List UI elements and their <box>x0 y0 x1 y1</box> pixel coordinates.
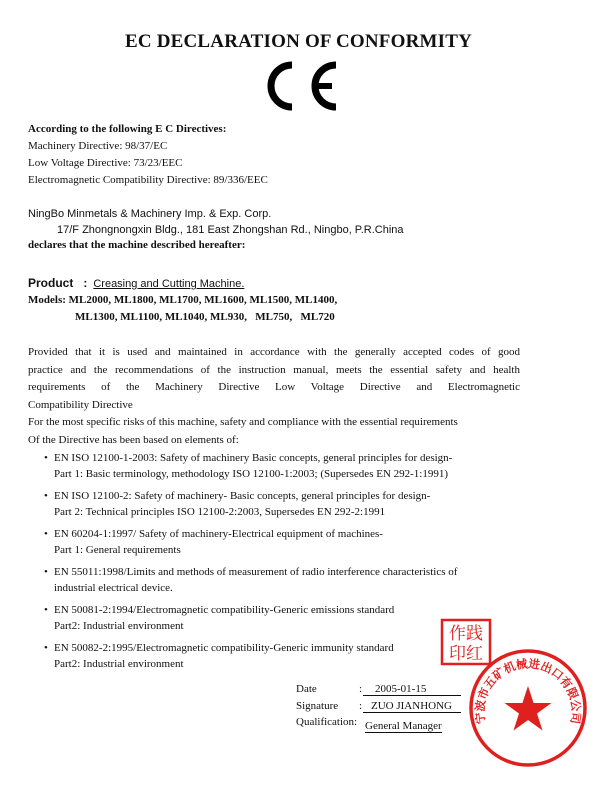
standard-title: EN 50082-2:1995/Electromagnetic compatibility-Generic immunity standard <box>54 642 394 654</box>
product-label: Product <box>28 276 74 290</box>
star-icon <box>505 686 552 731</box>
company-address: 17/F Zhongnongxin Bldg., 181 East Zhongshan Rd., Ningbo, P.R.China <box>57 224 404 236</box>
paragraph-line: Of the Directive has been based on elements of: <box>28 433 239 446</box>
declares-line: declares that the machine described hereafter: <box>28 239 246 251</box>
list-item <box>44 488 524 520</box>
standard-detail: Part2: Industrial environment <box>54 658 184 670</box>
conformity-paragraph <box>28 344 520 449</box>
standard-detail: Part2: Industrial environment <box>54 620 184 632</box>
date-colon: : <box>359 683 363 695</box>
standard-title: EN ISO 12100-2: Safety of machinery- Basic concepts, general principles for design- <box>54 490 431 502</box>
qualification-value: General Manager <box>365 720 442 732</box>
directive-low-voltage: Low Voltage Directive: 73/23/EEC <box>28 157 183 169</box>
date-label: Date <box>296 683 317 695</box>
directive-machinery: Machinery Directive: 98/37/EC <box>28 140 168 152</box>
models-label: Models: <box>28 294 66 306</box>
name-seal-line-1: 作践 <box>449 624 483 644</box>
product-line <box>28 274 244 292</box>
list-item <box>44 526 524 558</box>
signature-label: Signature <box>296 700 339 712</box>
directive-emc: Electromagnetic Compatibility Directive: 89/336/EEC <box>28 174 268 186</box>
list-item <box>44 564 524 596</box>
paragraph-line: Provided that it is used and maintained in accordance with the generally accepted codes of good <box>28 346 520 358</box>
product-colon: : <box>83 276 88 290</box>
standard-detail: industrial electrical device. <box>54 582 173 594</box>
name-seal-line-2: 印红 <box>449 644 483 664</box>
bullet-icon: • <box>44 642 48 654</box>
paragraph-line: For the most specific risks of this machine, safety and compliance with the essential requirements <box>28 416 458 428</box>
page-title: EC DECLARATION OF CONFORMITY <box>124 31 473 52</box>
paragraph-line: practice and the recommendations of the instruction manual, meets the essential safety and health <box>28 363 520 376</box>
ce-mark-logo <box>266 60 342 112</box>
date-value: 2005-01-15 <box>363 683 461 696</box>
qualification-label: Qualification: <box>296 716 358 728</box>
date-field <box>363 683 461 696</box>
standard-detail: Part 1: Basic terminology, methodology ISO 12100-1:2003; (Supersedes EN 292-1:1991) <box>54 468 449 480</box>
signature-value: ZUO JIANHONG <box>363 700 461 713</box>
bullet-icon: • <box>44 528 48 540</box>
paragraph-line: Compatibility Directive <box>28 398 133 411</box>
bullet-icon: • <box>44 490 48 502</box>
company-name: NingBo Minmetals & Machinery Imp. & Exp. Corp. <box>28 208 272 220</box>
bullet-icon: • <box>44 604 48 616</box>
bullet-icon: • <box>44 566 48 578</box>
models-list-1: ML2000, ML1800, ML1700, ML1600, ML1500, ML1400, <box>68 294 338 306</box>
signature-field <box>363 700 461 713</box>
qualification-field <box>365 716 442 734</box>
standard-detail: Part 1: General requirements <box>54 544 181 556</box>
list-item <box>44 450 524 482</box>
company-seal-text: 宁波市五矿机械进出口有限公司 <box>472 656 584 725</box>
product-value: Creasing and Cutting Machine. <box>93 278 245 290</box>
paragraph-line: requirements of the Machinery Directive Low Voltage Directive and Electromagnetic <box>28 381 520 393</box>
signature-colon: : <box>359 700 363 712</box>
bullet-icon: • <box>44 452 48 464</box>
standard-title: EN 60204-1:1997/ Safety of machinery-Electrical equipment of machines- <box>54 528 383 540</box>
standard-title: EN ISO 12100-1-2003: Safety of machinery Basic concepts, general principles for design- <box>54 452 453 464</box>
company-seal-stamp <box>468 648 588 768</box>
directives-heading: According to the following E C Directives: <box>28 123 227 135</box>
standard-title: EN 50081-2:1994/Electromagnetic compatibility-Generic emissions standard <box>54 604 395 616</box>
models-line-2: ML1300, ML1100, ML1040, ML930, ML750, ML720 <box>75 311 335 323</box>
standard-title: EN 55011:1998/Limits and methods of measurement of radio interference characteristics of <box>54 566 458 578</box>
models-line-1 <box>28 292 337 310</box>
standard-detail: Part 2: Technical principles ISO 12100-2:2003, Supersedes EN 292-2:1991 <box>54 506 386 518</box>
